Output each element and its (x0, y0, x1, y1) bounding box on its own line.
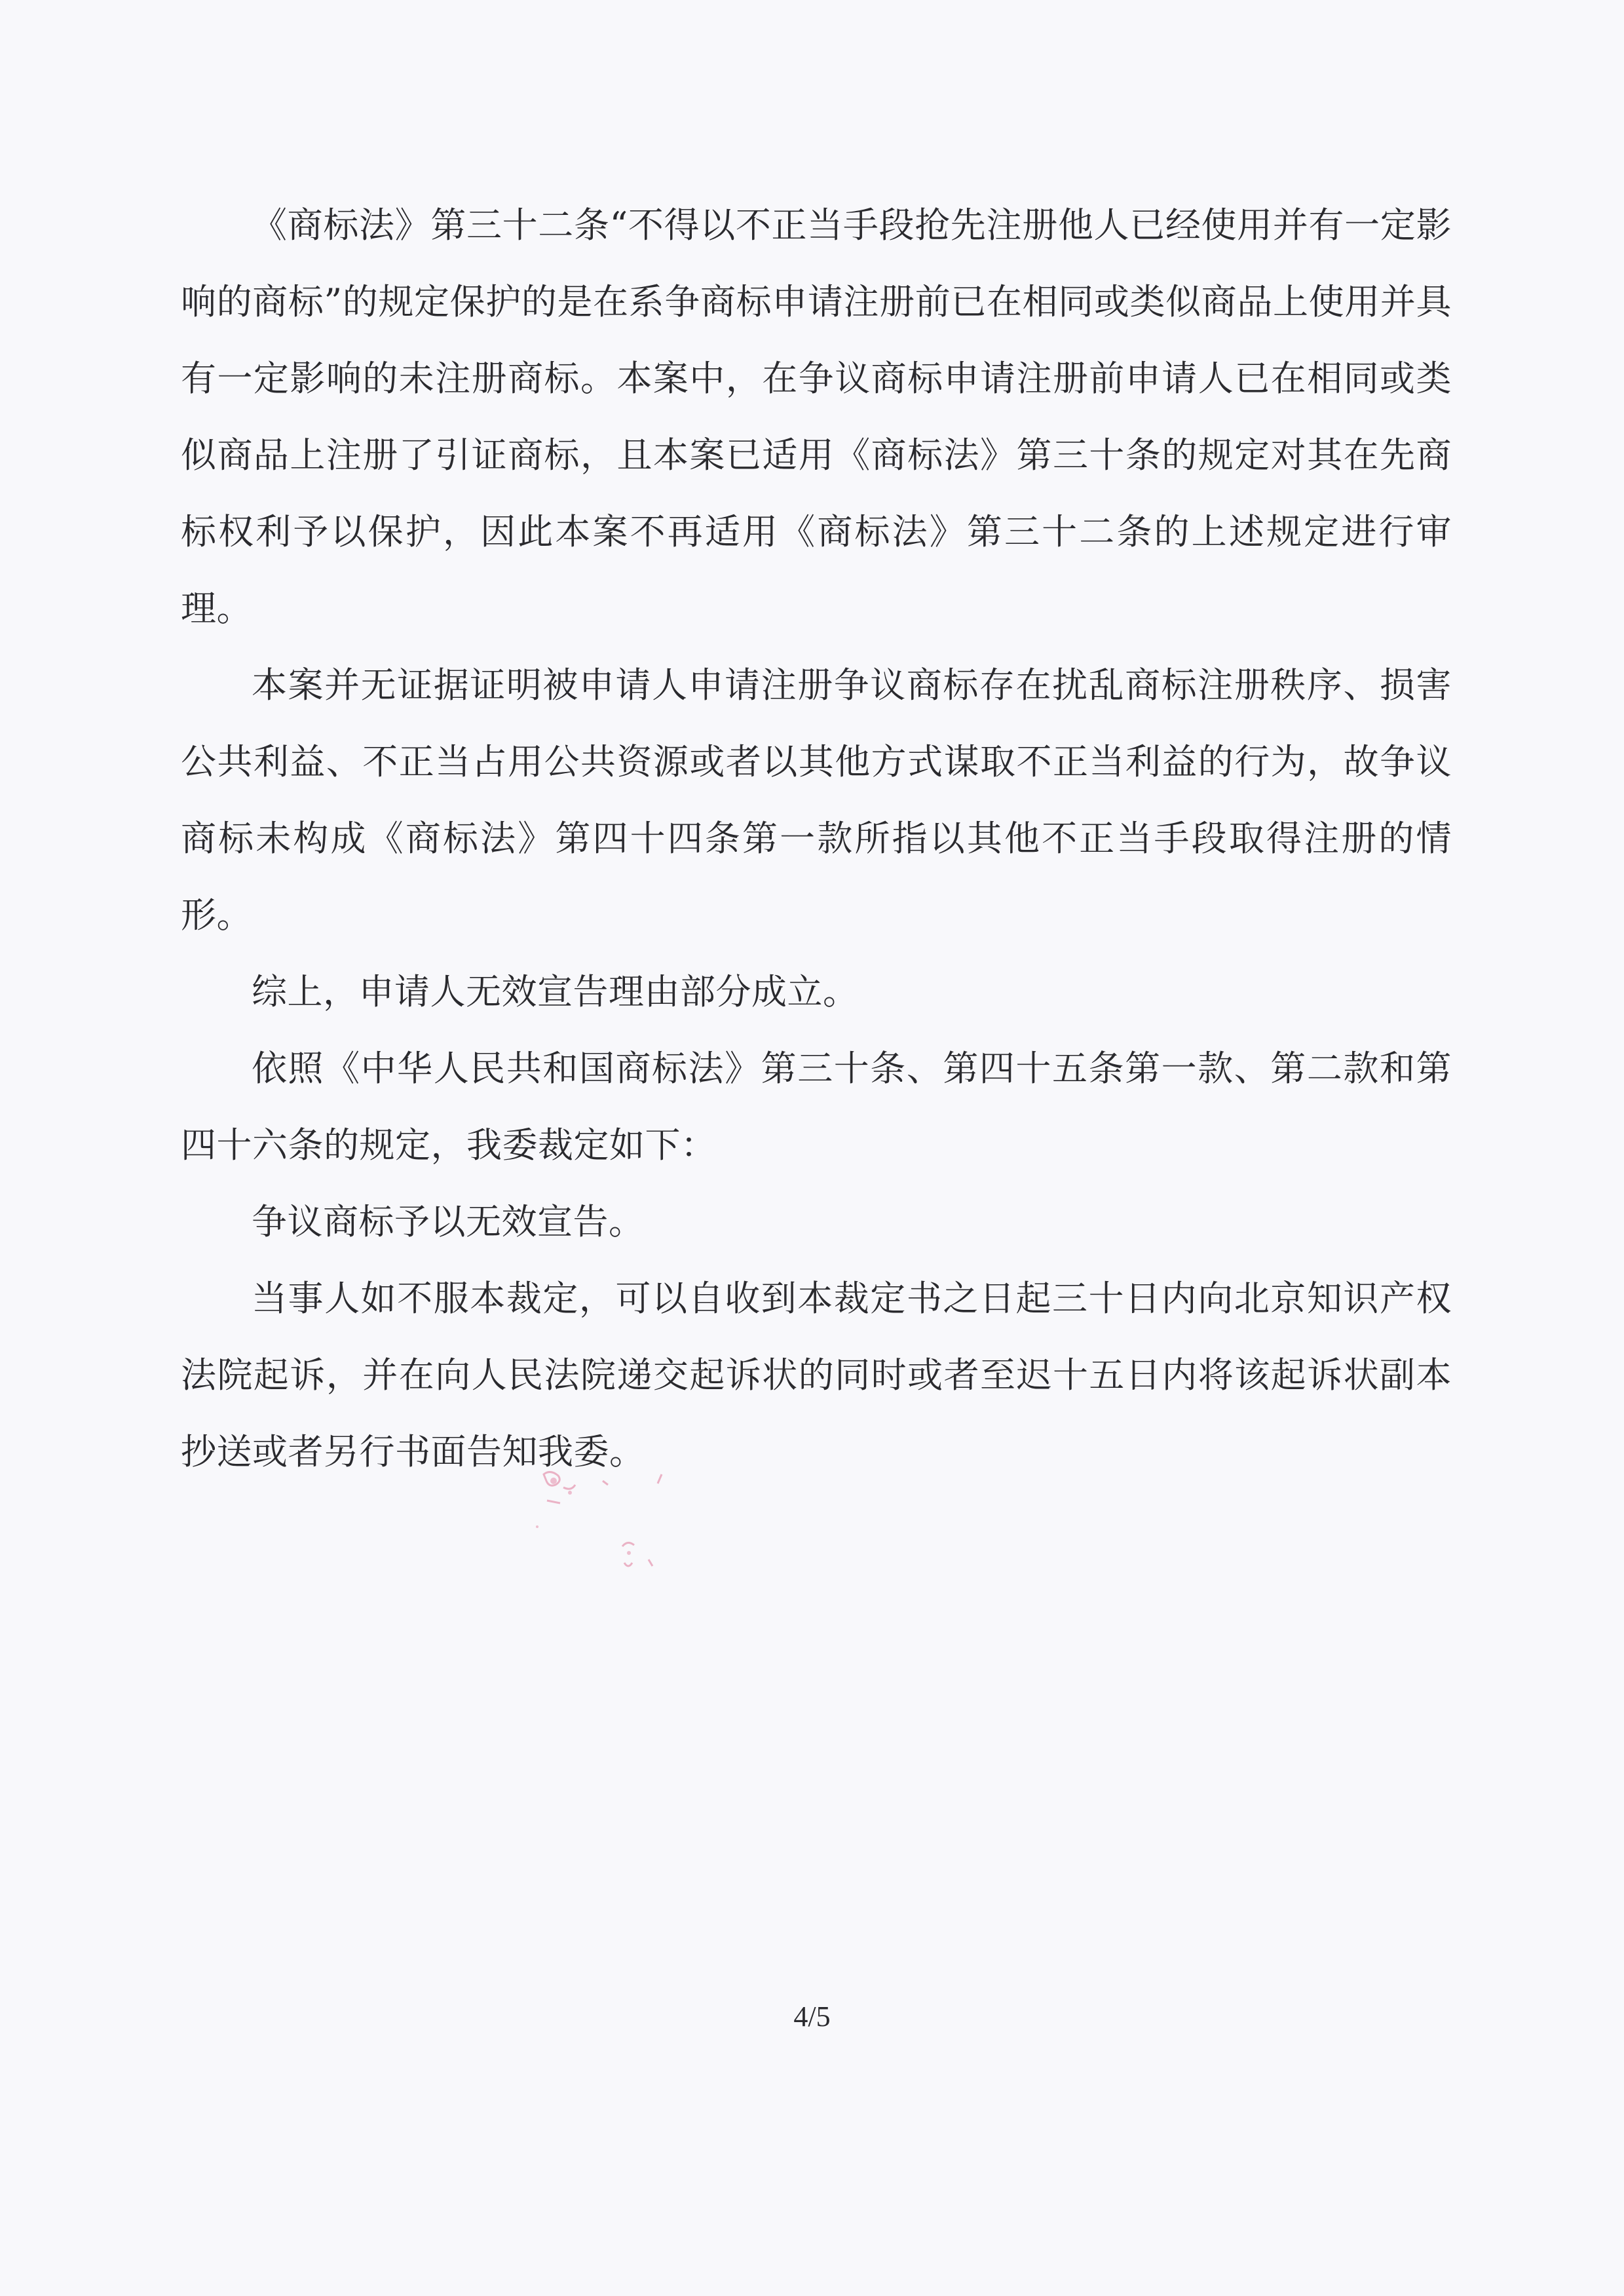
paragraph-ruling: 争议商标予以无效宣告。 (252, 1201, 645, 1242)
page-number: 4/5 (793, 2000, 831, 2033)
paragraph-legal-basis: 依照《中华人民共和国商标法》第三十条、第四十五条第一款、第二款和第四十六条的规定，我委裁定如下： (181, 1048, 1452, 1166)
paragraph-appeal-notice: 当事人如不服本裁定，可以自收到本裁定书之日起三十日内向北京知识产权法院起诉，并在向人民法院递交起诉状的同时或者至迟十五日内将该起诉状副本抄送或者另行书面告知我委。 (181, 1278, 1452, 1472)
paragraph-article-44: 本案并无证据证明被申请人申请注册争议商标存在扰乱商标注册秩序、损害公共利益、不正当占用公共资源或者以其他方式谋取不正当利益的行为，故争议商标未构成《商标法》第四十四条第一款所指以其他不正当手段取得注册的情形。 (181, 664, 1452, 936)
paragraph-article-32: 《商标法》第三十二条“不得以不正当手段抢先注册他人已经使用并有一定影响的商标”的规定保护的是在系争商标申请注册前已在相同或类似商品上使用并具有一定影响的未注册商标。本案中，在争议商标申请注册前申请人已在相同或类似商品上注册了引证商标，且本案已适用《商标法》第三十条的规定对其在先商标权利予以保护，因此本案不再适用《商标法》第三十二条的上述规定进行审理。 (181, 204, 1452, 629)
faint-seal-stamp-marks (524, 1461, 708, 1592)
document-body (181, 187, 1452, 1490)
paragraph-summary: 综上，申请人无效宣告理由部分成立。 (252, 971, 859, 1012)
